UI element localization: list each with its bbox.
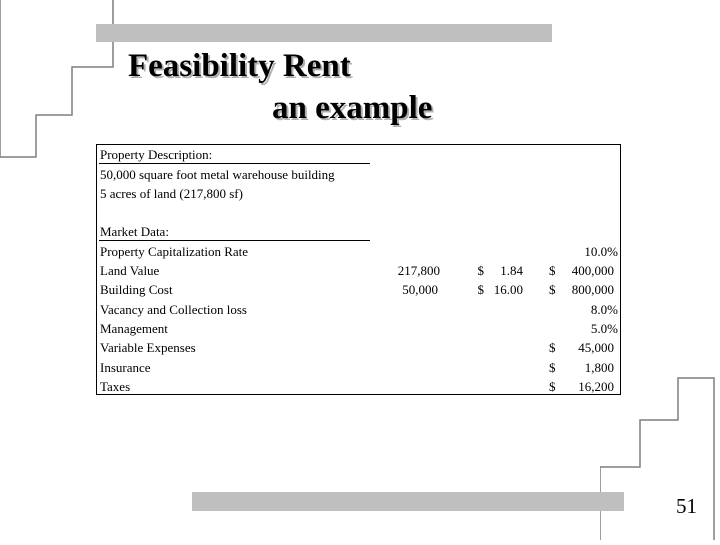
stair-decoration-bottom-right [600,375,720,545]
row-label: 5 acres of land (217,800 sf) [100,186,243,201]
row-quantity: 50,000 [402,282,438,297]
row-label: Insurance [100,360,151,375]
row-label: 50,000 square foot metal warehouse building [100,167,335,182]
row-label: Taxes [100,379,131,394]
page-number: 51 [676,494,697,518]
row-unit-price: $ 1.84 [477,263,523,278]
row-label: Land Value [100,263,160,278]
feasibility-table [96,144,621,395]
table-row [97,300,620,319]
table-row [97,319,620,338]
table-row [97,358,620,377]
table-row [97,377,620,396]
row-label: Vacancy and Collection loss [100,302,247,317]
row-label: Building Cost [100,282,173,297]
row-label: Variable Expenses [100,340,196,355]
row-label: Property Description: [100,147,213,162]
table-row [97,261,620,280]
row-total: $ 45,000 [549,340,614,355]
slide-subtitle: an example [272,90,433,126]
top-gray-bar [96,24,552,42]
table-row [97,338,620,357]
row-total: $ 1,800 [549,360,614,375]
row-total: 10.0% [584,244,618,259]
row-total: $ 16,200 [549,379,614,394]
table-row [97,165,620,184]
table-row [97,222,620,241]
heading-underline [99,163,370,164]
row-quantity: 217,800 [397,263,440,278]
row-total: $ 400,000 [549,263,614,278]
bottom-gray-bar [192,492,624,511]
slide-title: Feasibility Rent [128,48,351,84]
table-row [97,242,620,261]
heading-underline [99,240,370,241]
row-label: Market Data: [100,224,169,239]
row-label: Management [100,321,168,336]
table-row [97,184,620,203]
table-row [97,145,620,164]
row-label: Property Capitalization Rate [100,244,249,259]
row-total: 5.0% [590,321,618,336]
row-total: 8.0% [590,302,618,317]
row-total: $ 800,000 [549,282,614,297]
table-row [97,280,620,299]
row-unit-price: $ 16.00 [477,282,523,297]
